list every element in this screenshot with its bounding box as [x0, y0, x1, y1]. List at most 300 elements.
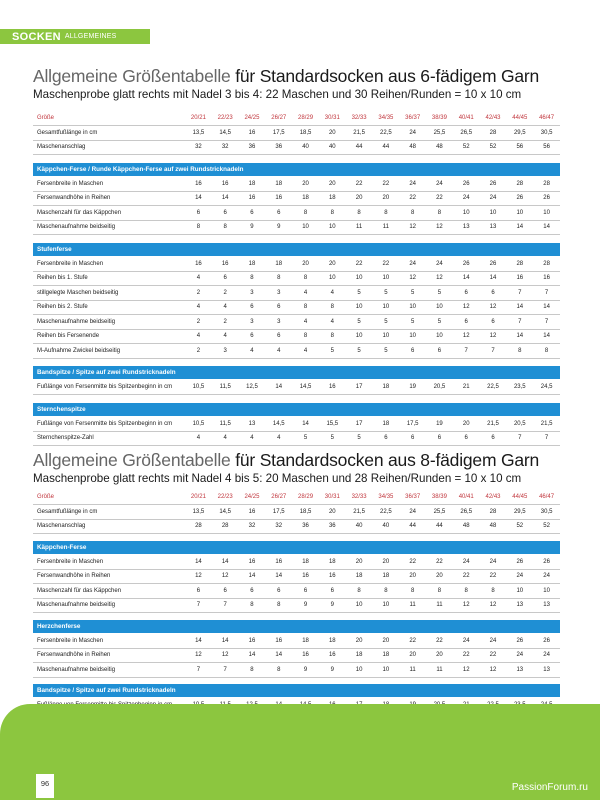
cell-value: 6	[212, 584, 239, 599]
cell-value: 10	[372, 598, 399, 613]
cell-value: 13	[506, 598, 533, 613]
row-label: Maschenaufnahme beidseitig	[33, 220, 185, 235]
row-label: Fußlänge von Fersenmitte bis Spitzenbeginn in cm	[33, 380, 185, 395]
cell-value: 28	[533, 257, 560, 272]
cell-value: 8	[292, 300, 319, 315]
row-label: stillgelegte Maschen beidseitig	[33, 286, 185, 301]
cell-value: 4	[292, 344, 319, 359]
cell-value: 26	[506, 634, 533, 649]
cell-value: 20	[399, 648, 426, 663]
cell-value: 8	[480, 584, 507, 599]
cell-value: 8	[239, 271, 266, 286]
cell-value: 20	[346, 191, 373, 206]
cell-value: 40/41	[453, 490, 480, 505]
cell-value: 46/47	[533, 490, 560, 505]
cell-value: 7	[506, 431, 533, 446]
cell-value: 52	[533, 519, 560, 534]
cell-value: 8	[453, 584, 480, 599]
cell-value: 7	[212, 663, 239, 678]
cell-value: 22,5	[372, 505, 399, 520]
cell-value: 22	[372, 257, 399, 272]
cell-value: 40/41	[453, 111, 480, 126]
cell-value: 29,5	[506, 505, 533, 520]
cell-value: 13	[506, 663, 533, 678]
cell-value: 10	[372, 300, 399, 315]
cell-value: 12	[453, 329, 480, 344]
cell-value: 22	[399, 555, 426, 570]
size-header-table	[33, 111, 560, 155]
table2-title-b: für Standardsocken aus 8-fädigem Garn	[235, 450, 540, 470]
cell-value: 6	[319, 584, 346, 599]
cell-value: 38/39	[426, 111, 453, 126]
row-label: Maschenaufnahme beidseitig	[33, 598, 185, 613]
cell-value: 14	[185, 634, 212, 649]
cell-value: 7	[506, 286, 533, 301]
cell-value: 7	[185, 663, 212, 678]
cell-value: 11,5	[212, 417, 239, 432]
row-label: Maschenanschlag	[33, 140, 185, 155]
row-label: Reihen bis 2. Stufe	[33, 300, 185, 315]
cell-value: 9	[265, 220, 292, 235]
cell-value: 18	[265, 257, 292, 272]
cell-value: 6	[480, 315, 507, 330]
section-title: Sternchenspitze	[33, 403, 560, 416]
cell-value: 18,5	[292, 505, 319, 520]
cell-value: 16	[265, 191, 292, 206]
cell-value: 52	[480, 140, 507, 155]
section-title: Bandspitze / Spitze auf zwei Rundstricknadeln	[33, 684, 560, 697]
cell-value: 36	[265, 140, 292, 155]
cell-value: 10	[480, 206, 507, 221]
cell-value: 14	[533, 220, 560, 235]
cell-value: 5	[426, 315, 453, 330]
cell-value: 22,5	[372, 126, 399, 141]
cell-value: 6	[239, 584, 266, 599]
cell-value: 6	[372, 431, 399, 446]
table-row	[33, 315, 560, 330]
section-header-main: SOCKEN	[12, 30, 61, 43]
cell-value: 16	[265, 634, 292, 649]
cell-value: 14	[239, 569, 266, 584]
cell-value: 9	[292, 663, 319, 678]
cell-value: 32	[265, 519, 292, 534]
cell-value: 14,5	[212, 505, 239, 520]
cell-value: 44	[399, 519, 426, 534]
cell-value: 25,5	[426, 505, 453, 520]
section-header-sub: ALLGEMEINES	[64, 33, 117, 40]
cell-value: 14	[265, 648, 292, 663]
cell-value: 24	[399, 177, 426, 192]
cell-value: 10	[426, 329, 453, 344]
cell-value: 26,5	[453, 505, 480, 520]
cell-value: 12	[480, 663, 507, 678]
cell-value: 26,5	[453, 126, 480, 141]
table1-subtitle: Maschenprobe glatt rechts mit Nadel 3 bis 4: 22 Maschen und 30 Reihen/Runden = 10 x 10 cm	[33, 88, 522, 101]
cell-value: 32/33	[346, 490, 373, 505]
cell-value: 12	[426, 220, 453, 235]
cell-value: 6	[453, 315, 480, 330]
cell-value: 22	[480, 569, 507, 584]
cell-value: 9	[292, 598, 319, 613]
cell-value: 6	[212, 206, 239, 221]
cell-value: 6	[265, 584, 292, 599]
cell-value: 38/39	[426, 490, 453, 505]
section-table	[33, 380, 560, 395]
cell-value: 25,5	[426, 126, 453, 141]
cell-value: 21,5	[346, 126, 373, 141]
cell-value: 20	[346, 634, 373, 649]
cell-value: 16	[265, 555, 292, 570]
cell-value: 5	[372, 315, 399, 330]
cell-value: 16	[185, 257, 212, 272]
cell-value: 10	[346, 300, 373, 315]
cell-value: 40	[292, 140, 319, 155]
cell-value: 14	[185, 191, 212, 206]
cell-value: 44	[346, 140, 373, 155]
cell-value: 8	[506, 344, 533, 359]
cell-value: 26	[453, 177, 480, 192]
table-row	[33, 271, 560, 286]
cell-value: 16	[533, 271, 560, 286]
cell-value: 19	[399, 380, 426, 395]
cell-value: 16	[212, 257, 239, 272]
cell-value: 2	[185, 286, 212, 301]
cell-value: 40	[346, 519, 373, 534]
row-label: Größe	[33, 111, 185, 126]
cell-value: 14	[533, 329, 560, 344]
cell-value: 6	[239, 300, 266, 315]
cell-value: 10	[319, 271, 346, 286]
cell-value: 11	[426, 598, 453, 613]
cell-value: 8	[292, 271, 319, 286]
cell-value: 8	[319, 206, 346, 221]
cell-value: 16	[506, 271, 533, 286]
cell-value: 6	[399, 344, 426, 359]
cell-value: 22	[453, 569, 480, 584]
table2-title-a: Allgemeine Größentabelle	[33, 450, 236, 470]
table-row	[33, 220, 560, 235]
cell-value: 18	[372, 417, 399, 432]
cell-value: 20	[453, 417, 480, 432]
cell-value: 24	[426, 177, 453, 192]
cell-value: 5	[346, 315, 373, 330]
cell-value: 10	[372, 271, 399, 286]
row-label: Maschenaufnahme beidseitig	[33, 663, 185, 678]
row-label: Maschenzahl für das Käppchen	[33, 584, 185, 599]
cell-value: 8	[292, 206, 319, 221]
cell-value: 4	[185, 271, 212, 286]
cell-value: 22	[426, 634, 453, 649]
cell-value: 36	[319, 519, 346, 534]
cell-value: 24	[533, 648, 560, 663]
cell-value: 10	[533, 584, 560, 599]
cell-value: 6	[239, 206, 266, 221]
cell-value: 24/25	[239, 111, 266, 126]
table2-subtitle: Maschenprobe glatt rechts mit Nadel 4 bis 5: 20 Maschen und 28 Reihen/Runden = 10 x 10 cm	[33, 472, 522, 485]
section-table	[33, 555, 560, 614]
table-row	[33, 555, 560, 570]
cell-value: 5	[292, 431, 319, 446]
cell-value: 10	[372, 329, 399, 344]
cell-value: 40	[319, 140, 346, 155]
cell-value: 18	[319, 634, 346, 649]
section-table	[33, 177, 560, 236]
table-row	[33, 519, 560, 534]
cell-value: 2	[212, 286, 239, 301]
cell-value: 4	[319, 315, 346, 330]
row-label: Maschenzahl für das Käppchen	[33, 206, 185, 221]
table-row	[33, 380, 560, 395]
cell-value: 30,5	[533, 126, 560, 141]
cell-value: 18	[372, 380, 399, 395]
cell-value: 13	[533, 598, 560, 613]
cell-value: 9	[239, 220, 266, 235]
cell-value: 28	[506, 177, 533, 192]
cell-value: 48	[453, 519, 480, 534]
table-row	[33, 598, 560, 613]
section-header-tag	[0, 29, 150, 44]
cell-value: 15,5	[319, 417, 346, 432]
cell-value: 8	[372, 584, 399, 599]
cell-value: 10	[453, 206, 480, 221]
cell-value: 22	[480, 648, 507, 663]
cell-value: 42/43	[480, 111, 507, 126]
cell-value: 24	[399, 257, 426, 272]
section-title: Herzchenferse	[33, 620, 560, 633]
cell-value: 22	[426, 191, 453, 206]
table1-title	[33, 66, 539, 87]
cell-value: 4	[185, 329, 212, 344]
cell-value: 20	[292, 177, 319, 192]
cell-value: 14	[292, 417, 319, 432]
cell-value: 8	[292, 329, 319, 344]
cell-value: 14,5	[265, 417, 292, 432]
cell-value: 4	[265, 344, 292, 359]
cell-value: 3	[239, 286, 266, 301]
cell-value: 17,5	[399, 417, 426, 432]
cell-value: 10	[426, 300, 453, 315]
cell-value: 22	[426, 555, 453, 570]
cell-value: 7	[533, 315, 560, 330]
row-label: Gesamtfußlänge in cm	[33, 126, 185, 141]
cell-value: 14	[239, 648, 266, 663]
cell-value: 6	[480, 286, 507, 301]
cell-value: 26	[480, 177, 507, 192]
cell-value: 42/43	[480, 490, 507, 505]
cell-value: 8	[319, 329, 346, 344]
cell-value: 10,5	[185, 417, 212, 432]
cell-value: 7	[506, 315, 533, 330]
cell-value: 14	[212, 555, 239, 570]
cell-value: 13	[453, 220, 480, 235]
table-row	[33, 634, 560, 649]
cell-value: 5	[399, 315, 426, 330]
table-row	[33, 140, 560, 155]
cell-value: 12	[399, 220, 426, 235]
cell-value: 4	[212, 329, 239, 344]
cell-value: 40	[372, 519, 399, 534]
cell-value: 48	[426, 140, 453, 155]
cell-value: 18	[346, 569, 373, 584]
cell-value: 9	[319, 598, 346, 613]
cell-value: 19	[426, 417, 453, 432]
cell-value: 5	[346, 344, 373, 359]
cell-value: 36	[292, 519, 319, 534]
cell-value: 17	[346, 380, 373, 395]
cell-value: 18	[292, 634, 319, 649]
cell-value: 6	[292, 584, 319, 599]
cell-value: 12	[453, 300, 480, 315]
cell-value: 18	[372, 648, 399, 663]
cell-value: 12	[426, 271, 453, 286]
table-row	[33, 286, 560, 301]
cell-value: 22	[346, 257, 373, 272]
cell-value: 8	[346, 206, 373, 221]
cell-value: 8	[399, 584, 426, 599]
cell-value: 28/29	[292, 490, 319, 505]
cell-value: 24	[506, 648, 533, 663]
row-label: Fersenbreite in Maschen	[33, 177, 185, 192]
cell-value: 22	[372, 177, 399, 192]
table-row	[33, 569, 560, 584]
row-label: Fersenwandhöhe in Reihen	[33, 569, 185, 584]
cell-value: 20	[319, 257, 346, 272]
cell-value: 12	[480, 329, 507, 344]
cell-value: 30/31	[319, 490, 346, 505]
page-number: 96	[36, 774, 54, 798]
section-table	[33, 417, 560, 447]
row-label: Reihen bis 1. Stufe	[33, 271, 185, 286]
cell-value: 11,5	[212, 380, 239, 395]
cell-value: 24	[533, 569, 560, 584]
cell-value: 14	[185, 555, 212, 570]
watermark: PassionForum.ru	[511, 782, 588, 793]
cell-value: 4	[239, 431, 266, 446]
cell-value: 12	[453, 598, 480, 613]
cell-value: 16	[292, 648, 319, 663]
cell-value: 5	[372, 286, 399, 301]
table-row	[33, 329, 560, 344]
cell-value: 8	[533, 344, 560, 359]
cell-value: 24	[426, 257, 453, 272]
section-title: Bandspitze / Spitze auf zwei Rundstricknadeln	[33, 366, 560, 379]
cell-value: 4	[292, 315, 319, 330]
section-title: Käppchen-Ferse / Runde Käppchen-Ferse auf zwei Rundstricknadeln	[33, 163, 560, 176]
cell-value: 16	[239, 191, 266, 206]
cell-value: 10	[292, 220, 319, 235]
cell-value: 21,5	[533, 417, 560, 432]
size-row	[33, 490, 560, 505]
cell-value: 22	[399, 634, 426, 649]
cell-value: 16	[239, 634, 266, 649]
cell-value: 14,5	[292, 380, 319, 395]
cell-value: 16	[319, 569, 346, 584]
cell-value: 3	[212, 344, 239, 359]
table-row	[33, 191, 560, 206]
cell-value: 21,5	[480, 417, 507, 432]
cell-value: 10	[506, 206, 533, 221]
cell-value: 4	[239, 344, 266, 359]
table1-title-b: für Standardsocken aus 6-fädigem Garn	[235, 66, 540, 86]
cell-value: 13,5	[185, 505, 212, 520]
cell-value: 52	[453, 140, 480, 155]
cell-value: 32	[185, 140, 212, 155]
cell-value: 6	[399, 431, 426, 446]
cell-value: 26	[533, 191, 560, 206]
cell-value: 16	[239, 126, 266, 141]
cell-value: 5	[346, 286, 373, 301]
cell-value: 5	[346, 431, 373, 446]
cell-value: 18	[292, 555, 319, 570]
cell-value: 20	[319, 126, 346, 141]
table-row	[33, 584, 560, 599]
cell-value: 20	[426, 569, 453, 584]
table-row	[33, 300, 560, 315]
footer-band	[0, 704, 600, 800]
cell-value: 16	[292, 569, 319, 584]
cell-value: 17,5	[265, 505, 292, 520]
cell-value: 29,5	[506, 126, 533, 141]
cell-value: 34/35	[372, 490, 399, 505]
cell-value: 6	[185, 206, 212, 221]
cell-value: 4	[185, 431, 212, 446]
row-label: Fersenwandhöhe in Reihen	[33, 648, 185, 663]
row-label: Sternchenspitze-Zahl	[33, 431, 185, 446]
table-row	[33, 206, 560, 221]
table-row	[33, 177, 560, 192]
cell-value: 2	[212, 315, 239, 330]
cell-value: 14	[533, 300, 560, 315]
cell-value: 18	[239, 177, 266, 192]
cell-value: 18	[292, 191, 319, 206]
cell-value: 16	[212, 177, 239, 192]
cell-value: 23,5	[506, 380, 533, 395]
cell-value: 2	[185, 315, 212, 330]
cell-value: 28	[185, 519, 212, 534]
table-row	[33, 663, 560, 678]
cell-value: 20,5	[426, 380, 453, 395]
cell-value: 11	[399, 598, 426, 613]
cell-value: 8	[399, 206, 426, 221]
cell-value: 24,5	[533, 380, 560, 395]
cell-value: 17,5	[265, 126, 292, 141]
cell-value: 48	[399, 140, 426, 155]
row-label: Fersenbreite in Maschen	[33, 555, 185, 570]
cell-value: 22	[346, 177, 373, 192]
cell-value: 21	[453, 380, 480, 395]
cell-value: 3	[239, 315, 266, 330]
cell-value: 6	[426, 344, 453, 359]
cell-value: 20,5	[506, 417, 533, 432]
cell-value: 24	[480, 634, 507, 649]
table-row	[33, 431, 560, 446]
cell-value: 46/47	[533, 111, 560, 126]
cell-value: 8	[346, 584, 373, 599]
cell-value: 24	[453, 191, 480, 206]
cell-value: 12	[212, 569, 239, 584]
table-row	[33, 648, 560, 663]
cell-value: 8	[265, 663, 292, 678]
cell-value: 14,5	[212, 126, 239, 141]
cell-value: 24	[399, 126, 426, 141]
cell-value: 4	[319, 286, 346, 301]
cell-value: 18	[319, 555, 346, 570]
cell-value: 22/23	[212, 111, 239, 126]
cell-value: 3	[265, 315, 292, 330]
cell-value: 10	[533, 206, 560, 221]
cell-value: 14	[265, 569, 292, 584]
cell-value: 44	[372, 140, 399, 155]
